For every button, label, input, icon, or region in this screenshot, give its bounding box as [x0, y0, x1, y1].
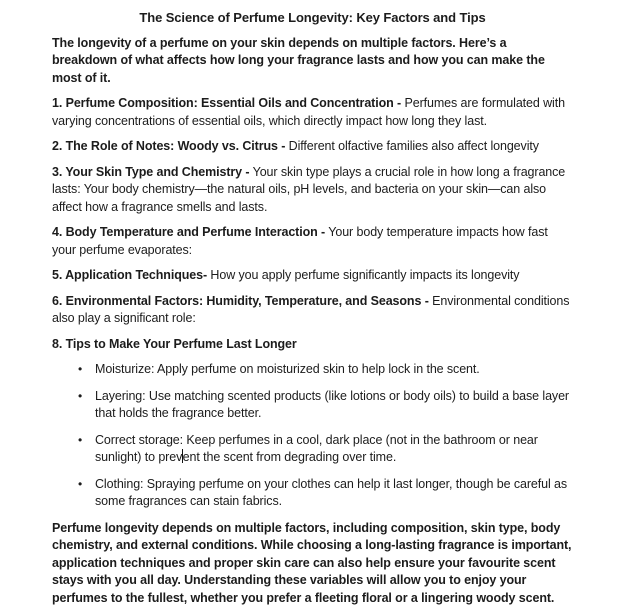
- bullet-icon: •: [78, 361, 82, 379]
- section-heading-application: 5. Application Techniques-: [52, 268, 207, 282]
- section-heading-composition: 1. Perfume Composition: Essential Oils and Concentration -: [52, 96, 401, 110]
- intro-paragraph: The longevity of a perfume on your skin depends on multiple factors. Here’s a breakdown of what affects how long your fragrance lasts and how you can make the most of it.: [52, 35, 573, 88]
- section-paragraph-application: [52, 267, 573, 285]
- list-item-storage: [78, 432, 573, 467]
- section-paragraph-skin-type: [52, 164, 573, 217]
- list-item-text: Clothing: Spraying perfume on your clothes can help it last longer, though be careful as some fragrances can stain fabrics.: [95, 477, 567, 509]
- section-paragraph-body-temperature: [52, 224, 573, 259]
- section-heading-body-temperature: 4. Body Temperature and Perfume Interaction -: [52, 225, 325, 239]
- section-paragraph-notes: [52, 138, 573, 156]
- section-heading-notes: 2. The Role of Notes: Woody vs. Citrus -: [52, 139, 285, 153]
- section-body-composition: Perfumes are formulated with varying concentrations of essential oils, which directly impact how long they last.: [52, 96, 565, 128]
- list-item-text: Moisturize: Apply perfume on moisturized skin to help lock in the scent.: [95, 362, 480, 376]
- bullet-icon: •: [78, 388, 82, 406]
- list-item-moisturize: [78, 361, 573, 379]
- section-body-body-temperature: Your body temperature impacts how fast your perfume evaporates:: [52, 225, 548, 257]
- tips-list: [52, 361, 573, 511]
- list-item-text-after-caret: ent the scent from degrading over time.: [183, 450, 397, 464]
- tips-heading: 8. Tips to Make Your Perfume Last Longer: [52, 336, 573, 354]
- section-heading-environment: 6. Environmental Factors: Humidity, Temperature, and Seasons -: [52, 294, 429, 308]
- list-item-text: Layering: Use matching scented products (like lotions or body oils) to build a base layer that holds the fragrance better.: [95, 389, 569, 421]
- section-body-application: How you apply perfume significantly impacts its longevity: [207, 268, 519, 282]
- bullet-icon: •: [78, 432, 82, 450]
- bullet-icon: •: [78, 476, 82, 494]
- section-body-skin-type: Your skin type plays a crucial role in how long a fragrance lasts: Your body chemistry—the natural oils, pH levels, and bacteria on your skin—can also affect how a fragrance smells and lasts.: [52, 165, 565, 214]
- list-item-clothing: [78, 476, 573, 511]
- list-item-layering: [78, 388, 573, 423]
- section-heading-skin-type: 3. Your Skin Type and Chemistry -: [52, 165, 249, 179]
- section-body-notes: Different olfactive families also affect longevity: [285, 139, 539, 153]
- conclusion-paragraph: Perfume longevity depends on multiple factors, including composition, skin type, body chemistry, and external conditions. While choosing a long-lasting fragrance is important, application techniques and proper skin care can also help ensure your favourite scent stays with you all day. Understanding these variables will allow you to enjoy your perfumes to the fullest, whether you prefer a fleeting floral or a lingering woody scent.: [52, 520, 573, 607]
- section-paragraph-composition: [52, 95, 573, 130]
- list-item-text-before-caret: Correct storage: Keep perfumes in a cool, dark place (not in the bathroom or near sunlight) to prev: [95, 433, 538, 465]
- document-title: The Science of Perfume Longevity: Key Factors and Tips: [52, 9, 573, 27]
- section-paragraph-environment: [52, 293, 573, 328]
- section-body-environment: Environmental conditions also play a significant role:: [52, 294, 569, 326]
